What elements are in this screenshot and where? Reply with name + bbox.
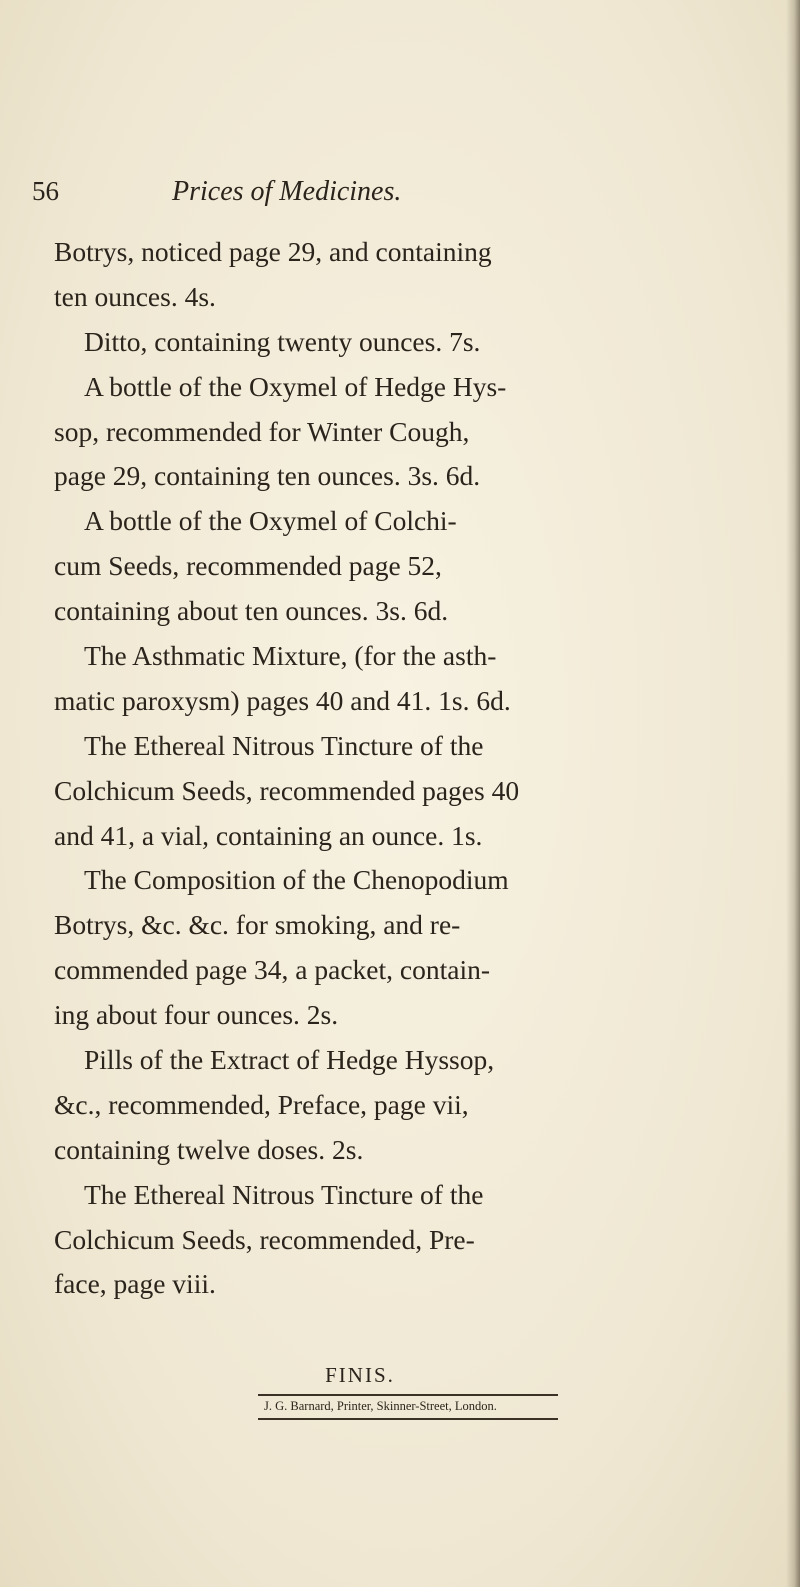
text-line: ten ounces. 4s. [54, 280, 216, 312]
text-line: Botrys, &c. &c. for smoking, and re- [54, 909, 461, 941]
text-line: matic paroxysm) pages 40 and 41. 1s. 6d. [54, 684, 511, 716]
text-line: The Ethereal Nitrous Tincture of the [84, 1178, 484, 1210]
text-line: ing about four ounces. 2s. [54, 999, 339, 1031]
text-line: Ditto, containing twenty ounces. 7s. [84, 325, 481, 357]
text-line: page 29, containing ten ounces. 3s. 6d. [54, 460, 481, 492]
imprint-rule-bottom [258, 1418, 558, 1420]
text-line: containing twelve doses. 2s. [54, 1133, 364, 1165]
text-line: A bottle of the Oxymel of Hedge Hys- [84, 370, 507, 402]
price-list-text [54, 230, 774, 1307]
text-line: The Composition of the Chenopodium [84, 864, 509, 896]
text-line: A bottle of the Oxymel of Colchi- [84, 505, 457, 537]
page-edge-shadow [786, 0, 800, 1587]
imprint-rule-top [258, 1394, 558, 1396]
text-line: The Asthmatic Mixture, (for the asth- [84, 640, 497, 672]
text-line: Colchicum Seeds, recommended pages 40 [54, 774, 520, 806]
page-number: 56 [32, 176, 59, 206]
text-line: &c., recommended, Preface, page vii, [54, 1088, 469, 1120]
imprint-text: J. G. Barnard, Printer, Skinner-Street, London. [264, 1399, 497, 1413]
text-line: Botrys, noticed page 29, and containing [54, 236, 492, 267]
text-line: and 41, a vial, containing an ounce. 1s. [54, 819, 483, 851]
text-line: Colchicum Seeds, recommended, Pre- [54, 1223, 475, 1255]
running-title: Prices of Medicines. [172, 176, 402, 207]
text-line: containing about ten ounces. 3s. 6d. [54, 595, 449, 627]
finis-label: FINIS. [325, 1363, 395, 1387]
text-line: Pills of the Extract of Hedge Hyssop, [84, 1044, 495, 1076]
printer-imprint [258, 1394, 568, 1424]
text-line: cum Seeds, recommended page 52, [54, 550, 442, 582]
page-header [32, 176, 772, 220]
text-line: commended page 34, a packet, contain- [54, 954, 490, 986]
text-line: sop, recommended for Winter Cough, [54, 415, 470, 447]
text-line: The Ethereal Nitrous Tincture of the [84, 729, 484, 761]
text-line: face, page viii. [54, 1268, 216, 1300]
